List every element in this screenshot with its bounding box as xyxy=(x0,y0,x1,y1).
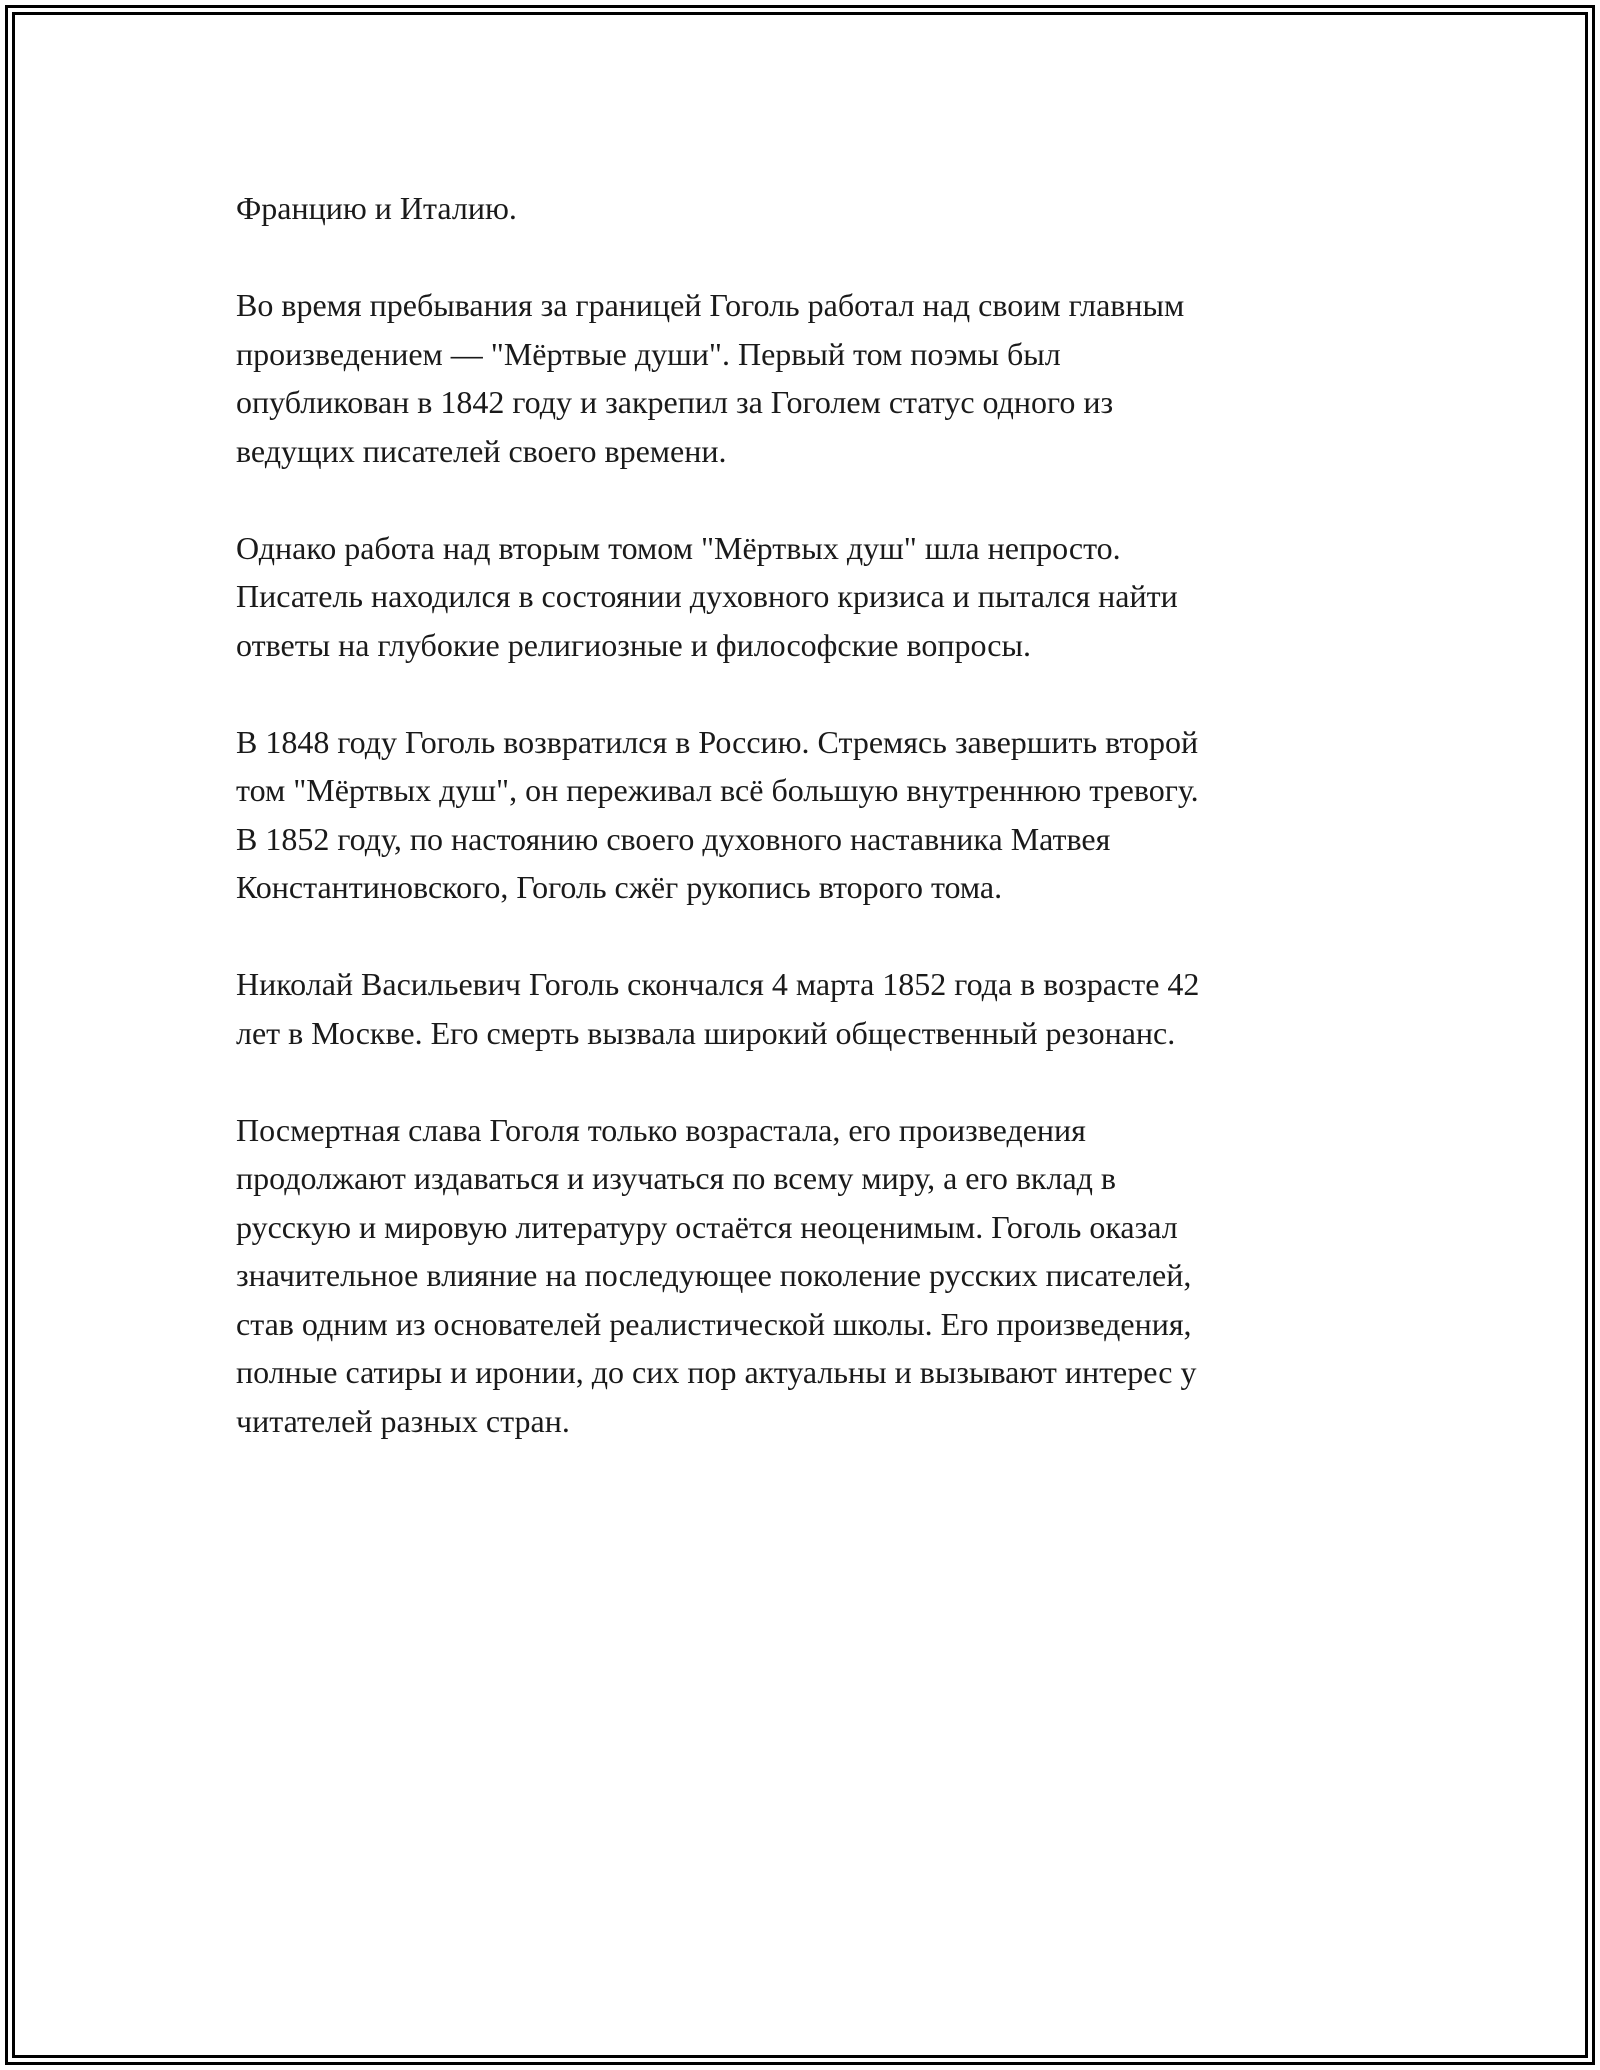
paragraph-1: Францию и Италию. xyxy=(236,190,517,226)
document-body xyxy=(236,184,1356,1494)
paragraph-6: Посмертная слава Гоголя только возрастала, его произведения продолжают издаваться и изучаться по всему миру, а его вклад в русскую и мировую литературу остаётся неоценимым. Гоголь оказал значительное влияние на последующее поколение русских писателей, став одним из основателей реалистической школы. Его произведения, полные сатиры и иронии, до сих пор актуальны и вызывают интерес у читателей разных стран. xyxy=(236,1111,1197,1439)
paragraph-4: В 1848 году Гоголь возвратился в Россию. Стремясь завершить второй том "Мёртвых душ", он переживал всё большую внутреннюю тревогу. В 1852 году, по настоянию своего духовного наставника Матвея Константиновского, Гоголь сжёг рукопись второго тома. xyxy=(236,723,1199,905)
paragraph-2: Во время пребывания за границей Гоголь работал над своим главным произведением — "Мёртвые души". Первый том поэмы был опубликован в 1842 году и закрепил за Гоголем статус одного из ведущих писателей своего времени. xyxy=(236,287,1185,469)
paragraph-5: Николай Васильевич Гоголь скончался 4 марта 1852 года в возрасте 42 лет в Москве. Его смерть вызвала широкий общественный резонанс. xyxy=(236,966,1200,1051)
paragraph-3: Однако работа над вторым томом "Мёртвых душ" шла непросто. Писатель находился в состоянии духовного кризиса и пытался найти ответы на глубокие религиозные и философские вопросы. xyxy=(236,529,1178,663)
